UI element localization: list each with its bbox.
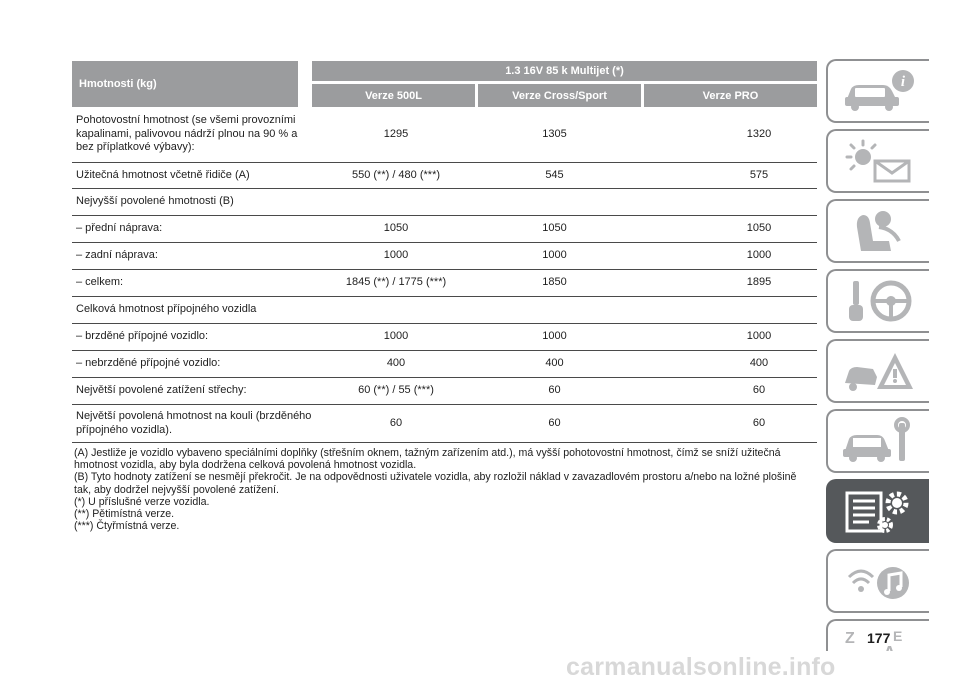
table-row (72, 243, 817, 270)
page-number: 177 (867, 630, 891, 646)
row-label: Užitečná hmotnost včetně řidiče (A) (76, 168, 250, 181)
table-body (72, 107, 817, 443)
row-value-cross: 1000 (542, 249, 567, 262)
row-label: – brzděné přípojné vozidlo: (76, 330, 209, 343)
row-value-pro: 60 (752, 384, 766, 397)
row-label: – celkem: (76, 276, 124, 289)
table-row (72, 324, 817, 351)
row-value-500l: 1000 (383, 330, 409, 343)
version-header-row (312, 84, 817, 107)
row-value-cross: 1305 (542, 127, 567, 140)
row-value-cross: 400 (545, 357, 564, 370)
row-value-cross: 545 (545, 168, 564, 181)
row-value-cross: 60 (548, 384, 561, 397)
row-value-500l: 400 (386, 357, 406, 370)
tab-starting-driving[interactable] (826, 269, 929, 333)
tab-multimedia[interactable] (826, 549, 929, 613)
row-label: – zadní náprava: (76, 249, 158, 262)
row-value-cross: 60 (548, 416, 561, 429)
tab-car-info[interactable] (826, 59, 929, 123)
svg-text:Z: Z (844, 630, 855, 647)
tab-safety[interactable] (826, 199, 929, 263)
row-value-cross: 1850 (542, 276, 567, 289)
svg-text:i: i (900, 74, 905, 90)
version-header-pro: Verze PRO (644, 84, 817, 107)
row-value-500l: 60 (389, 416, 403, 429)
row-value-500l: 550 (**) / 480 (***) (351, 168, 441, 181)
row-value-500l: 60 (**) / 55 (***) (358, 384, 434, 397)
tab-warning-lights[interactable] (826, 129, 929, 193)
row-value-pro: 1000 (746, 249, 772, 262)
version-header-500l: Verze 500L (312, 84, 475, 107)
car-tools-icon (839, 417, 919, 465)
specifications-gear-icon (839, 487, 919, 535)
footnote-star: (*) U příslušné verze vozidla. (74, 495, 210, 508)
row-label: Celková hmotnost přípojného vozidla (76, 303, 257, 316)
warning-light-message-icon (839, 137, 919, 185)
chapter-tabs (826, 59, 929, 683)
tab-maintenance[interactable] (826, 409, 929, 473)
table-row (72, 297, 817, 324)
row-value-pro: 1050 (746, 222, 772, 235)
svg-text:E: E (892, 628, 902, 644)
footnote-b: (B) Tyto hodnoty zatížení se nesmějí překročit. Je na odpovědnosti uživatele vozidla, aby rozložil náklad v zavazadlovém prostoru a/nebo na ložné plošině tak, aby dodržel nejvyšší povolené zatížení. (74, 471, 797, 496)
watermark: carmanualsonline.info (566, 653, 836, 681)
row-value-500l: 1050 (383, 222, 409, 235)
footnote-three-stars: (***) Čtyřmístná verze. (74, 520, 180, 533)
multimedia-music-icon (839, 557, 919, 605)
row-value-500l: 1845 (**) / 1775 (***) (345, 276, 447, 289)
row-value-500l: 1000 (383, 249, 409, 262)
row-label: Největší povolené zatížení střechy: (76, 384, 247, 397)
tab-technical-data[interactable] (826, 479, 929, 543)
param-header: Hmotnosti (kg) (72, 61, 298, 107)
table-row (72, 351, 817, 378)
row-value-pro: 400 (749, 357, 769, 370)
footnote-a: (A) Jestliže je vozidlo vybaveno speciálními doplňky (střešním oknem, tažným zařízením atd.), má vyšší pohotovostní hmotnost, čímž se sníží užitečná hmotnost vozidla, aby byla dodržena celková povolená hmotnost vozidla. (74, 447, 781, 472)
row-label: Nejvyšší povolené hmotnosti (B) (76, 195, 234, 208)
table-row (72, 189, 817, 216)
tab-emergency[interactable] (826, 339, 929, 403)
table-row (72, 405, 817, 443)
seat-airbag-icon (839, 207, 919, 255)
table-row (72, 107, 817, 163)
car-accident-warning-icon (839, 347, 919, 395)
table-row (72, 216, 817, 243)
key-steering-wheel-icon (839, 277, 919, 325)
car-info-icon (839, 67, 919, 115)
row-label: – nebrzděné přípojné vozidlo: (76, 357, 221, 370)
row-value-cross: 1050 (542, 222, 567, 235)
engine-header: 1.3 16V 85 k Multijet (*) (312, 61, 817, 81)
row-value-500l: 1295 (383, 127, 409, 140)
table-row (72, 163, 817, 189)
version-header-cross-sport: Verze Cross/Sport (478, 84, 641, 107)
row-value-cross: 1000 (542, 330, 567, 343)
row-value-pro: 1320 (746, 127, 772, 140)
row-label: Pohotovostní hmotnost (se všemi provozními kapalinami, palivovou nádrží plnou na 90 % a bez příplatkové výbavy): (76, 114, 298, 154)
footnotes (74, 447, 814, 532)
row-value-pro: 1000 (746, 330, 772, 343)
row-value-pro: 1895 (746, 276, 772, 289)
table-row (72, 270, 817, 297)
table-row (72, 378, 817, 405)
row-label: – přední náprava: (76, 222, 163, 235)
row-value-pro: 575 (749, 168, 769, 181)
row-value-pro: 60 (752, 416, 766, 429)
footnote-two-stars: (**) Pětimístná verze. (74, 508, 175, 521)
row-label: Největší povolená hmotnost na kouli (brzděného přípojného vozidla). (76, 410, 312, 436)
